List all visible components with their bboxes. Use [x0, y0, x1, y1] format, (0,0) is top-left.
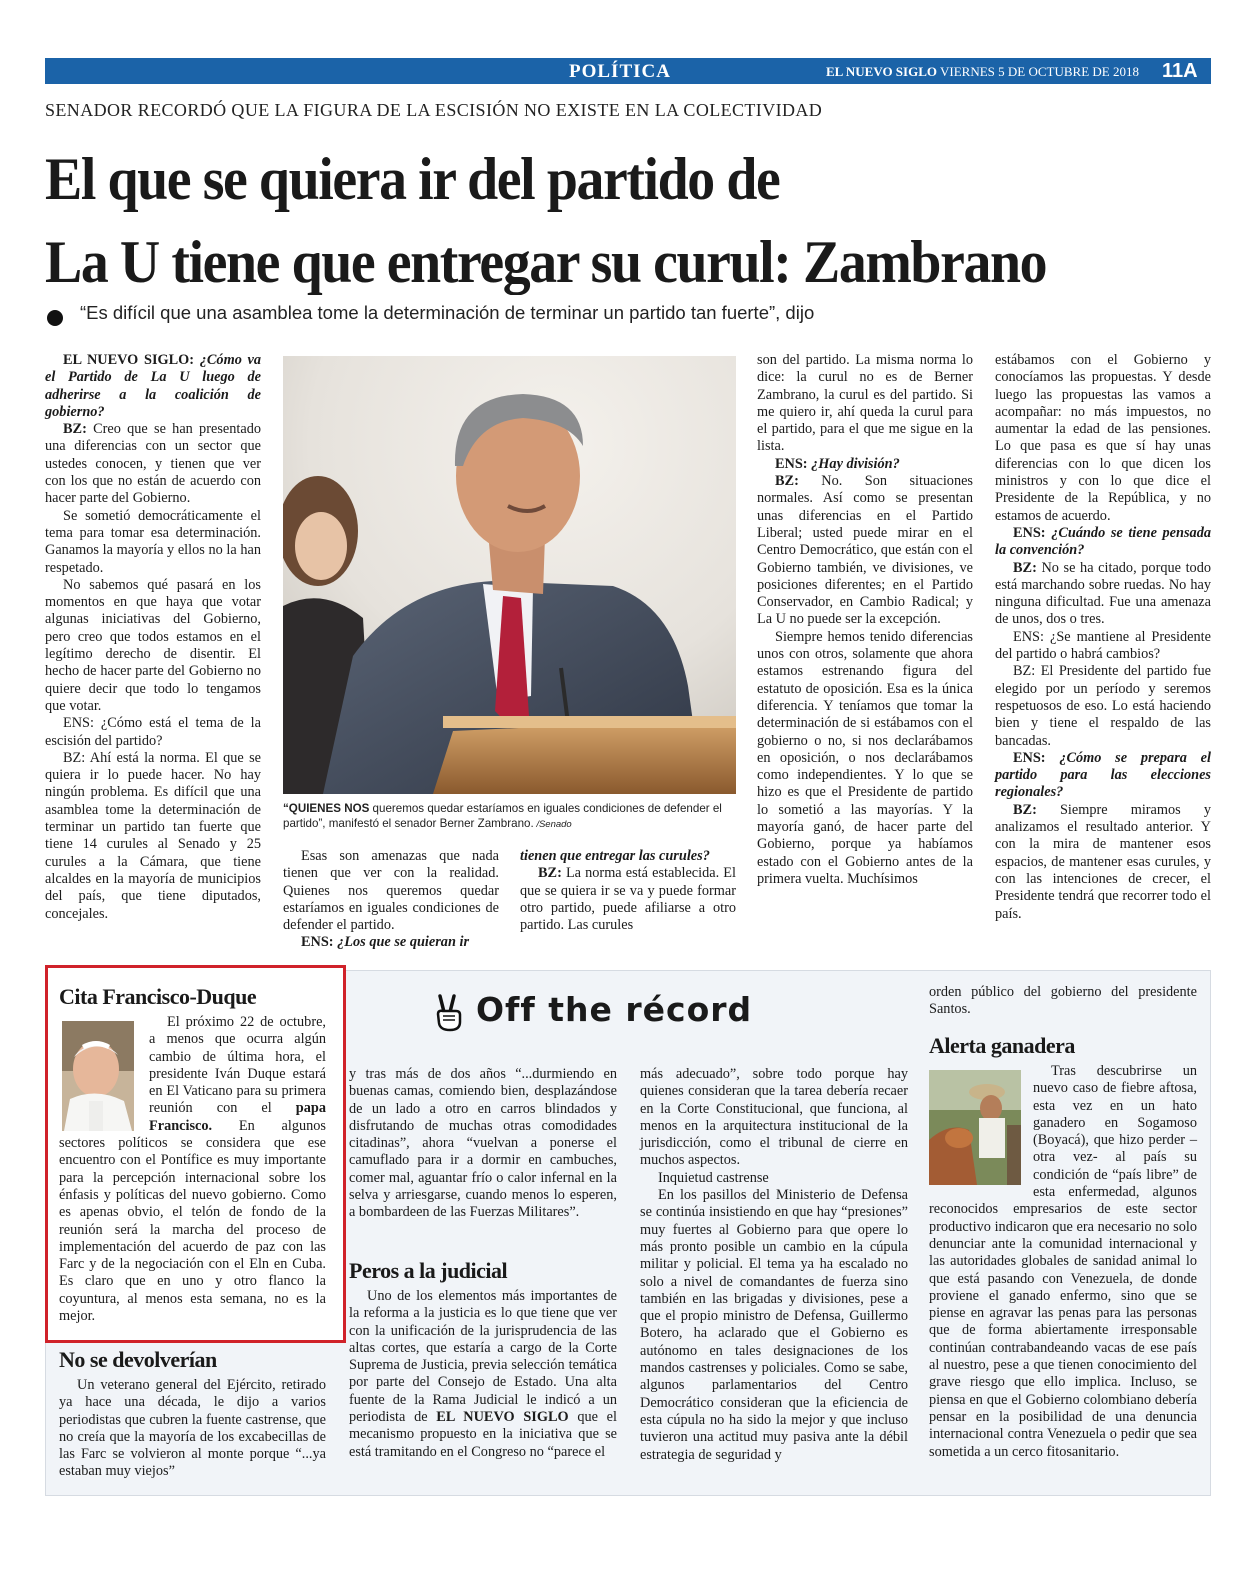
- article-paragraph: [995, 663, 1211, 749]
- paper-dateline: [826, 58, 1139, 84]
- article-paragraph: [995, 802, 1211, 923]
- paragraph-text: BZ: Ahí está la norma. El que se quiera ir lo puede hacer. No hay ningún problema. Es difícil que una asamblea tome la determinación de terminar un partido tan fuerte que tiene 14 curules al Senado y 25 curules a la Cámara, que tiene alcaldes en la mayoría de municipios del país, que tiene diputados, concejales.: [45, 749, 261, 922]
- photo-caption: [283, 801, 736, 832]
- paragraph-text: Se sometió democráticamente el tema para tomar esa determinación. Ganamos la mayoría y ellos no la han respetado.: [45, 507, 261, 576]
- off-col2-text-b: En los pasillos del Ministerio de Defensa se continúa insistiendo en que hay “presiones” muy fuertes al Gobierno para que opere lo más pronto posible un cambio en la cúpula militar y policial. El tema ya ha escalado no solo a nivel de comandantes de fuerza sino también en las brigadas y divisiones, pese a que el propio ministro de Defensa, Guillermo Botero, ha aclarado que el Gobierno es autónomo en tales designaciones de los mandos castrenses y policiales. Como se sabe, algunos parlamentarios del Centro Democrático consideran que la eficiencia de esta cúpula no ha sido la mejor y que incluso tuvieron una actitud muy pasiva ante la débil estrategia de seguridad y: [640, 1187, 908, 1463]
- interview-question: ¿Hay división?: [811, 455, 900, 472]
- cita-text-1: El próximo 22 de octubre, a menos que ocurra algún cambio de última hora, el presidente Iván Duque estará en El Vaticano para su primera reunión con el: [149, 1014, 326, 1117]
- off-col1-text: y tras más de dos años “...durmiendo en buenas camas, comiendo bien, desplazándose de un lado a otro en carros blindados y disfrutando de muchas otras comodidades citadinas”, ahora “vuelvan a ponerse el camuflado para ir a dormir en cambuches, comer mal, aguantar frío o calor infernal en la selva y arriesgarse, cuando menos lo esperen, a bombardeen de las Fuerzas Militares”.: [349, 1066, 617, 1221]
- article-paragraph: [45, 577, 261, 715]
- cattle-photo: [929, 1070, 1021, 1185]
- off-the-record-heading: [434, 990, 752, 1029]
- article-paragraph: [45, 715, 261, 750]
- cita-text-2: En algunos sectores políticos se considera que ese encuentro con el Pontífice es muy importante para la percepción internacional sobre los énfasis y políticas del nuevo gobierno. Como es apenas obvio, el telón de fondo de la reunión será la marcha del proceso de implementación del acuerdo de paz con las Farc y de la negociación con el Eln en Cuba. Es claro que en uno y otro flanco la coyuntura, al menos esta semana, no es la mejor.: [59, 1117, 326, 1325]
- speaker-label: BZ:: [538, 865, 562, 882]
- nosedev-title: No se devolverían: [59, 1347, 217, 1372]
- pope-photo: [62, 1021, 134, 1131]
- off-column-2: [640, 1066, 908, 1464]
- photo-credit: /Senado: [533, 819, 572, 830]
- article-paragraph: [520, 865, 736, 934]
- inquietud-subtitle: Inquietud castrense: [658, 1169, 769, 1186]
- paragraph-text: Esas son amenazas que nada tienen que ver con la realidad. Quienes nos queremos quedar estaríamos en iguales condiciones de defender el partido.: [283, 848, 499, 934]
- paragraph-text: No se ha citado, porque todo está marchando sobre ruedas. No hay ninguna dificultad. Fue una amenaza de unos, dos o tres.: [995, 559, 1211, 628]
- interview-question: ¿Los que se quieran ir: [337, 934, 470, 951]
- article-column-1: [45, 352, 261, 923]
- article-paragraph: [995, 629, 1211, 664]
- alerta-paragraph: Tras descubrirse un nuevo caso de fiebre aftosa, esta vez en un hato ganadero en Sogamoso (Boyacá), que hizo perder –otra vez- al país su condición de “país libre” de esta enfermedad, algunos reconocidos empresarios de este sector productivo indicaron que era necesario no solo denunciar ante la comunidad internacional y las autoridades globales de sanidad animal lo que está pasando con Venezuela, de donde proviene el ganado enfermo, sino que se piense en agravar las penas para las personas que de forma abiertamente irresponsable continúan contrabandeando vacas de ese país al nuestro, pese a que tienen conocimiento del grave riesgo que ello implica. Incluso, se piensa en que el Gobierno colombiano debería pensar en la posibilidad de una denuncia internacional contra Venezuela o pedir que sea sometida a un cerco fitosanitario.: [929, 1063, 1197, 1460]
- article-column-3: [520, 848, 736, 934]
- off-col2-text-a: más adecuado”, sobre todo porque hay quienes consideran que la tarea debería recaer en la Corte Constitucional, que funciona, al menos en la arquitectura institucional de la jurisdicción, como el tribunal de cierre en muchos aspectos.: [640, 1066, 908, 1169]
- speaker-label: BZ:: [775, 473, 799, 490]
- senator-photo: [283, 356, 736, 794]
- caption-lead: “QUIENES NOS: [283, 802, 370, 815]
- headline-line-2: La U tiene que entregar su curul: Zambrano: [45, 229, 1047, 295]
- paragraph-text: No. Son situaciones normales. Así como se presentan unas diferencias en el Partido Liberal; usted puede mirar en el Centro Democrático, que están con el Gobierno también, ve divisiones, ve posiciones diferentes; en el Partido Conservador, en Cambio Radical; y La U no puede ser la excepción.: [757, 473, 973, 628]
- article-paragraph: [995, 525, 1211, 560]
- off-column-3-top: [929, 984, 1197, 1019]
- article-paragraph: [757, 629, 973, 888]
- speaker-label: ENS:: [301, 934, 338, 951]
- article-paragraph: [757, 352, 973, 456]
- article-paragraph: [757, 456, 973, 473]
- paragraph-text: Siempre hemos tenido diferencias unos con otros, solamente que ahora estamos estrenando figura del estatuto de oposición. Esa es la única diferencia. Y teníamos que tomar la determinación de si estábamos con el gobierno o no, si nos declarábamos en oposición, o nos declarábamos como independientes. Y lo que se hizo es que el Presidente de partido lo sometió a las mayorías. Y la mayoría ganó, de hacer parte del Gobierno, porque ya habíamos estado con el Gobierno antes de la primera vuelta. Muchísimos: [757, 628, 973, 887]
- article-paragraph: [757, 473, 973, 629]
- paragraph-text: estábamos con el Gobierno y conocíamos las propuestas. Y desde luego las propuestas las vamos a acompañar: no más impuestos, no aumentar la edad de las pensiones. Lo que pasa es que sí hay unas diferencias con lo que dicen los ministros y con lo que dice el Presidente de la República, y no estamos de acuerdo.: [995, 352, 1211, 524]
- interview-question: ¿Cómo se prepara el partido para las elecciones regionales?: [995, 749, 1211, 801]
- article-paragraph: [283, 848, 499, 934]
- off-column-1: [349, 1066, 617, 1222]
- paragraph-text: La norma está establecida. El que se quiera ir se va y puede formar otro partido, puede afiliarse a otro partido. Las curules: [520, 865, 736, 934]
- article-paragraph: [520, 848, 736, 865]
- peros-text-1: Uno de los elementos más importantes de la reforma a la justicia es lo que tiene que ver con la unificación de la jurisprudencia de las altas cortes, que estaría a cargo de la Corte Suprema de Justicia, previa selección temática por parte del Consejo de Estado. Una alta fuente de la Rama Judicial le indicó a un periodista de: [349, 1288, 617, 1426]
- page-number: 11A: [1162, 60, 1198, 82]
- headline: [45, 138, 1138, 304]
- kicker: SENADOR RECORDÓ QUE LA FIGURA DE LA ESCISIÓN NO EXISTE EN LA COLECTIVIDAD: [45, 100, 823, 120]
- paragraph-text: No sabemos qué pasará en los momentos en que haya que votar algunas iniciativas del Gobierno, pero creo que todos estamos en el legítimo derecho de disentir. El hecho de hacer parte del Gobierno no quiere decir que todo lo tengamos que votar.: [45, 576, 261, 714]
- article-paragraph: [45, 352, 261, 421]
- speaker-label: BZ:: [63, 421, 87, 438]
- article-paragraph: [995, 750, 1211, 802]
- article-paragraph: [283, 934, 499, 951]
- alerta-title: Alerta ganadera: [929, 1033, 1075, 1058]
- headline-line-1: El que se quiera ir del partido de: [45, 146, 780, 212]
- article-paragraph: [995, 560, 1211, 629]
- speaker-label: BZ:: [1013, 801, 1037, 818]
- speaker-label: BZ:: [1013, 559, 1037, 576]
- paragraph-text: son del partido. La misma norma lo dice: la curul no es de Berner Zambrano, la curul es del partido. Si me quiero ir, ahí queda la curul para el partido, para el que me sigue en la lista.: [757, 352, 973, 455]
- nosedev-text: [59, 1377, 326, 1481]
- peros-text: [349, 1288, 617, 1461]
- peros-title: Peros a la judicial: [349, 1258, 508, 1283]
- article-column-2: [283, 848, 499, 952]
- interview-question: tienen que entregar las curules?: [520, 848, 710, 864]
- peros-text-2: que el mecanismo propuesto en la iniciativa que se está tramitando en el Congreso no “parece el: [349, 1409, 617, 1460]
- paragraph-text: ENS: ¿Se mantiene al Presidente del partido o habrá cambios?: [995, 628, 1211, 663]
- section-name: POLÍTICA: [569, 61, 671, 82]
- paragraph-text: ENS: ¿Cómo está el tema de la escisión del partido?: [45, 715, 261, 749]
- article-paragraph: [45, 508, 261, 577]
- off-the-record-title: Off the récord: [476, 990, 753, 1029]
- paragraph-text: BZ: El Presidente del partido fue elegido por un período y seremos respetuosos de eso. Lo está haciendo bien y tiene el respaldo de las bancadas.: [995, 663, 1211, 749]
- off-col3-text-a: orden público del gobierno del presidente Santos.: [929, 984, 1197, 1018]
- speaker-label: ENS:: [1013, 749, 1060, 766]
- article-paragraph: [45, 421, 261, 507]
- paper-name: EL NUEVO SIGLO: [826, 64, 937, 79]
- speaker-label: EL NUEVO SIGLO:: [63, 352, 200, 368]
- caption-text: queremos quedar estaríamos en iguales condiciones de defender el partido”, manifestó el senador Berner Zambrano.: [283, 802, 722, 830]
- peros-bold: EL NUEVO SIGLO: [436, 1409, 569, 1426]
- issue-date: VIERNES 5 DE OCTUBRE DE 2018: [940, 64, 1139, 79]
- paragraph-text: Creo que se han presentado una diferencias con un sector que ustedes conocen, y tienen que ver con los que no están de acuerdo con hacer parte del Gobierno.: [45, 421, 261, 507]
- article-paragraph: [45, 750, 261, 923]
- paragraph-text: Siempre miramos y analizamos el resultado anterior. Y con la mira de mantener esos espacios, de mantener esas curules, y con las intenciones de crecer, el Presidente tendrá que recorrer todo el país.: [995, 801, 1211, 922]
- bullet-icon: [47, 310, 63, 326]
- dek: “Es difícil que una asamblea tome la determinación de terminar un partido tan fuerte”, dijo: [80, 302, 815, 323]
- article-paragraph: [995, 352, 1211, 525]
- speaker-label: ENS:: [775, 455, 812, 472]
- article-column-4: [757, 352, 973, 888]
- cita-bold: papa Francisco.: [149, 1100, 326, 1134]
- nosedev-paragraph: Un veterano general del Ejército, retirado ya hace una década, le dijo a varios periodistas que cubren la fuente castrense, que no creía que la mayoría de los excabecillas de las Farc se volvieron al monte porque “...ya estaban muy viejos”: [59, 1377, 326, 1480]
- interview-question: ¿Cuándo se tiene pensada la convención?: [995, 524, 1211, 559]
- article-column-5: [995, 352, 1211, 923]
- cita-title: Cita Francisco-Duque: [59, 984, 257, 1009]
- interview-question: ¿Cómo va el Partido de La U luego de adherirse a la coalición de gobierno?: [45, 352, 262, 420]
- speaker-label: ENS:: [1013, 524, 1052, 541]
